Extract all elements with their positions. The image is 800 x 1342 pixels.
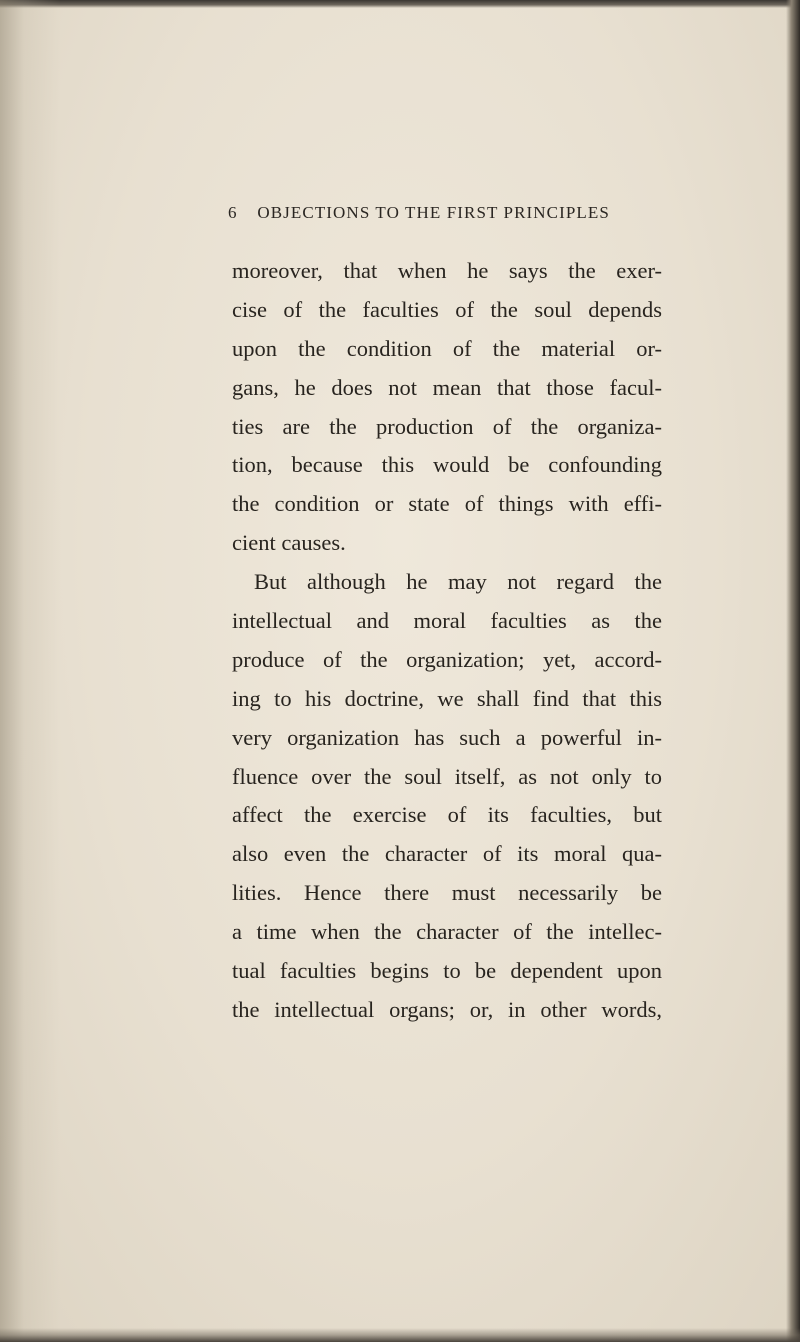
- text-line: tion, because this would be confounding: [232, 452, 662, 478]
- text-line: also even the character of its moral qua-: [232, 841, 662, 867]
- running-head: [228, 203, 688, 223]
- text-line: produce of the organization; yet, accord-: [232, 646, 662, 672]
- body-text: [232, 252, 662, 1030]
- text-line: tual faculties begins to be dependent upon: [232, 958, 662, 984]
- text-line: lities. Hence there must necessarily be: [232, 880, 662, 906]
- text-line: very organization has such a powerful in-: [232, 724, 662, 750]
- text-line: a time when the character of the intellec-: [232, 919, 662, 945]
- text-line: moreover, that when he says the exer-: [232, 258, 662, 283]
- text-line: the condition or state of things with effi-: [232, 491, 662, 517]
- paragraph-1: [232, 252, 662, 563]
- scan-left-gutter: [0, 0, 60, 1342]
- running-head-title: OBJECTIONS TO THE FIRST PRINCIPLES: [257, 203, 610, 222]
- text-line: But although he may not regard the: [254, 569, 662, 595]
- scan-bottom-edge: [0, 1328, 800, 1342]
- paragraph-2: [232, 563, 662, 1030]
- text-line: fluence over the soul itself, as not only to: [232, 763, 662, 789]
- text-line: cise of the faculties of the soul depends: [232, 296, 662, 322]
- text-line: the intellectual organs; or, in other words,: [232, 996, 662, 1022]
- text-line: intellectual and moral faculties as the: [232, 608, 662, 634]
- scan-top-edge: [0, 0, 800, 8]
- scan-right-spine: [786, 0, 800, 1342]
- text-line: ing to his doctrine, we shall find that this: [232, 685, 662, 711]
- text-line: ties are the production of the organiza-: [232, 413, 662, 439]
- text-line: affect the exercise of its faculties, but: [232, 802, 662, 828]
- text-line: gans, he does not mean that those facul-: [232, 374, 662, 400]
- page-number: 6: [228, 203, 238, 222]
- text-line: upon the condition of the material or-: [232, 335, 662, 361]
- text-line: cient causes.: [232, 530, 346, 556]
